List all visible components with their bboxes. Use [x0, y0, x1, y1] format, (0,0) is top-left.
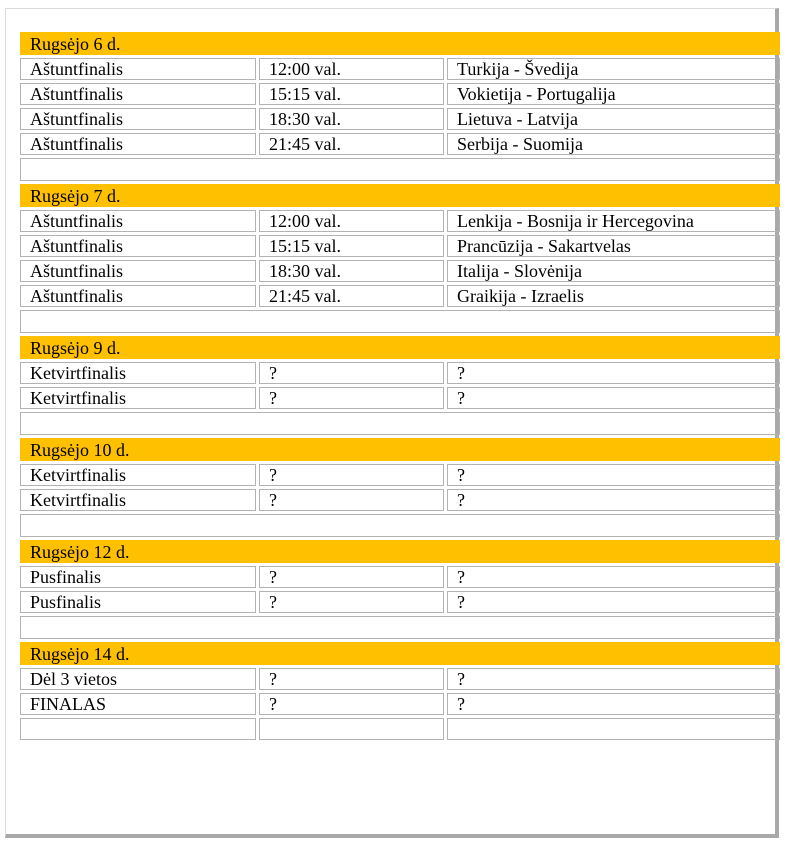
game-row [20, 387, 780, 409]
day-date: Rugsėjo 7 d. [20, 184, 780, 207]
schedule-table [20, 29, 780, 743]
day-header-row [20, 438, 780, 461]
game-row [20, 83, 780, 105]
game-time: ? [259, 464, 444, 486]
day-header-row [20, 184, 780, 207]
game-teams: Lenkija - Bosnija ir Hercegovina [447, 210, 780, 232]
game-stage: Ketvirtfinalis [20, 387, 256, 409]
game-row [20, 718, 780, 740]
game-time: 18:30 val. [259, 108, 444, 130]
game-stage: Dėl 3 vietos [20, 668, 256, 690]
game-time: ? [259, 362, 444, 384]
game-teams: Italija - Slovėnija [447, 260, 780, 282]
game-stage: Aštuntfinalis [20, 108, 256, 130]
game-time: ? [259, 566, 444, 588]
day-date: Rugsėjo 12 d. [20, 540, 780, 563]
game-row [20, 693, 780, 715]
spacer-cell [20, 158, 780, 181]
spacer-row [20, 412, 780, 435]
spacer-row [20, 310, 780, 333]
page-frame [5, 8, 779, 838]
day-date: Rugsėjo 9 d. [20, 336, 780, 359]
game-stage: Aštuntfinalis [20, 83, 256, 105]
game-row [20, 566, 780, 588]
game-stage: FINALAS [20, 693, 256, 715]
spacer-row [20, 514, 780, 537]
game-teams: ? [447, 362, 780, 384]
day-header-row [20, 642, 780, 665]
game-row [20, 668, 780, 690]
spacer-cell [20, 616, 780, 639]
game-stage: Aštuntfinalis [20, 58, 256, 80]
game-time: 21:45 val. [259, 285, 444, 307]
game-stage: Aštuntfinalis [20, 133, 256, 155]
game-row [20, 362, 780, 384]
game-stage: Ketvirtfinalis [20, 362, 256, 384]
schedule-body [20, 32, 780, 740]
spacer-cell [20, 412, 780, 435]
game-time: 15:15 val. [259, 83, 444, 105]
game-teams: ? [447, 489, 780, 511]
day-header-row [20, 32, 780, 55]
game-teams: ? [447, 464, 780, 486]
game-time: ? [259, 693, 444, 715]
game-stage: Pusfinalis [20, 591, 256, 613]
game-teams: Graikija - Izraelis [447, 285, 780, 307]
spacer-row [20, 616, 780, 639]
day-date: Rugsėjo 14 d. [20, 642, 780, 665]
game-stage: Ketvirtfinalis [20, 489, 256, 511]
game-teams: Prancūzija - Sakartvelas [447, 235, 780, 257]
game-stage [20, 718, 256, 740]
game-time [259, 718, 444, 740]
game-stage: Aštuntfinalis [20, 285, 256, 307]
game-teams: ? [447, 668, 780, 690]
game-time: 18:30 val. [259, 260, 444, 282]
game-row [20, 591, 780, 613]
game-teams: Turkija - Švedija [447, 58, 780, 80]
game-stage: Pusfinalis [20, 566, 256, 588]
game-time: 15:15 val. [259, 235, 444, 257]
game-time: 12:00 val. [259, 58, 444, 80]
game-row [20, 108, 780, 130]
game-row [20, 210, 780, 232]
game-teams: ? [447, 566, 780, 588]
game-stage: Aštuntfinalis [20, 210, 256, 232]
game-time: ? [259, 489, 444, 511]
spacer-cell [20, 310, 780, 333]
game-time: ? [259, 668, 444, 690]
game-teams: Lietuva - Latvija [447, 108, 780, 130]
game-teams: Serbija - Suomija [447, 133, 780, 155]
game-row [20, 260, 780, 282]
game-teams: ? [447, 591, 780, 613]
game-teams [447, 718, 780, 740]
game-row [20, 235, 780, 257]
spacer-cell [20, 514, 780, 537]
game-teams: Vokietija - Portugalija [447, 83, 780, 105]
day-date: Rugsėjo 10 d. [20, 438, 780, 461]
game-row [20, 133, 780, 155]
game-row [20, 58, 780, 80]
day-date: Rugsėjo 6 d. [20, 32, 780, 55]
game-time: 21:45 val. [259, 133, 444, 155]
game-time: 12:00 val. [259, 210, 444, 232]
game-time: ? [259, 591, 444, 613]
game-row [20, 285, 780, 307]
game-teams: ? [447, 387, 780, 409]
spacer-row [20, 158, 780, 181]
game-row [20, 489, 780, 511]
game-teams: ? [447, 693, 780, 715]
day-header-row [20, 540, 780, 563]
game-stage: Aštuntfinalis [20, 260, 256, 282]
day-header-row [20, 336, 780, 359]
game-stage: Aštuntfinalis [20, 235, 256, 257]
game-stage: Ketvirtfinalis [20, 464, 256, 486]
game-row [20, 464, 780, 486]
game-time: ? [259, 387, 444, 409]
